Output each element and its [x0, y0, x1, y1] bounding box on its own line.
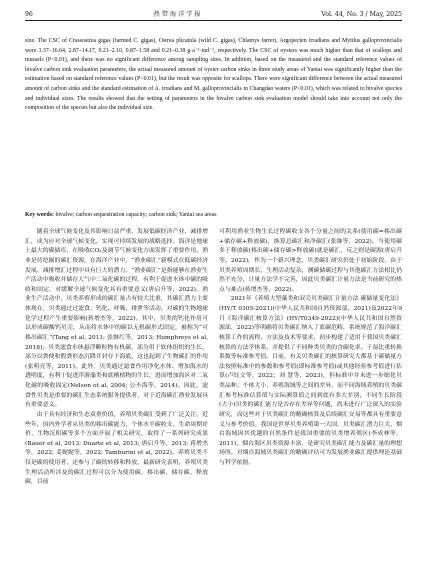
- running-header: [25, 8, 402, 19]
- body-paragraph: 2021年《养殖大型藻类和双壳贝类碳汇计量方法 碳储量变化法》(HY/T 0305-2021)(中华人民共和国自然资源部，2021)及2022年9月《海洋碳汇核算方法》(HY/T0349-2022)(中华人民共和国自然资源部，2022)等明确将贝类碳汇纳入了蓝碳范畴，系统规范了海洋碳汇核算工作的流程、方法及技术等要求，初步构建了适用于我国贝类碳汇核算的方法学体系，并提供了不同种类贝类的含碳化率、干湿比重转换系数等标准参考值。目前，有关贝类碳汇的核算研究大都基于碳储量方法按照标准中的参数和参考值(即标准参考值)或其他经验参考值进行估算(卢钰文等，2022；刘 慧等，2023)，但标准中并未进一步细化贝类品种、个体大小、养殖海域等之间的差异，而不同海域养殖的贝类碳汇参考标准估算值与实际测算值之间到底有多大差别，不同生长阶段(大小)贝类的碳汇能力是否存在差异等问题，尚未进行广泛深入的实验研究，而这些对于贝类碳汇的精确核算及后续碳汇交易等都具有重要意义与参考价值。我国是世界贝类养殖第一大国，贝类碳汇潜力巨大，烟台海域因其优越的自然条件是我国重要的贝类增养殖区(李成林等，2011)，烟台海区贝类资源丰富，是研究贝类碳汇能力及碳汇量的理想场所。对烟台海域贝类碳汇的精确评估可为发展渔业碳汇提供理论基础与科学依据。: [219, 296, 402, 466]
- body-paragraph: 随着全球气候变化及其影响日益严重，发展低碳经济产业，减排增汇，成为应对全球气候变化、实现可持续发展的战略选择。海洋是地球上最大的碳储库，在吸收CO₂及调节气候变化方面发挥了重要作用。渔业是待挖掘的碳汇资源，在海洋产业中，“渔业碳汇”新模式在低碳经济发展、减排增汇过程中具有巨大的潜力。“渔业碳汇”是指能够在渔业生产活动中吸收并储存大气中二氧化碳的过程，有利于促进水体中碳的吸收和固定，对缓解全球气候变化具有重要意义(唐启升等，2022)。渔业生产活动中，贝类养殖形成的碳汇量占有较大比重，其碳汇潜力主要体现在，贝类通过过滤食、钙化、呼吸、排泄等活动，对碳的生物地球化学过程产生重要影响(蒋增杰等，2022)。其中，贝类的钙化作用可以形成碳酸钙贝壳，从而将水体中的碳以无机碳形式固定，被称为“可移出碳汇”(Tang et al, 2011; 张继红等，2013; Humphreys et al, 2018)；贝类滤食水体悬浮颗粒物有机碳，部分用于软体组织的生长，部分以粪便和假粪形态沉降并封存于海底，这也起到了生物碳汇的作用(张明亮等，2011)。此外，贝类通过滤食作用净化水体、增加海水的透明度，有利于促进浮游藻类和底栖植物的生长，进而增加海区对二氧化碳的吸收固定(Nelson et al, 2004; 公丕海等，2014)。因此，滤食性贝类是重要的碳汇生态系统服务提供者，对于近海碳汇渔业发展具有重要意义。: [25, 229, 208, 409]
- volume-info: Vol. 44, No. 3 / May, 2025: [321, 11, 402, 18]
- left-column: [25, 228, 208, 488]
- keywords-text: bivalve; carbon sequestration capacity; carbon sink; Yantai sea areas: [53, 212, 217, 218]
- keywords-label: Key words:: [25, 212, 54, 218]
- abstract-paragraph: size. The CSC of Crassostrea gigas (farmed C. gigas), Ostrea plicatula (wild C. gigas), Chlamys farreri, Argopecten irradians and Mytilus galloprovincialis were 3.37–16.64, 2.87–14.17, 0.21–2.10, 0.87–1.58 and 0.21–0.38 g·a⁻¹·ind⁻¹, respectively. The CSC of oysters was much higher than that of scallops and mussels (P<0.01), and there was no significant difference among sampling sites. In addition, based on the measured and the standard reference values of bivalve carbon sink evaluation parameters, the actual measured amount of oyster carbon sinks in three study areas of Yantai was significantly higher than the estimation based on standard reference values (P<0.01), but the result was opposite for scallops. There were significant difference between the actual measured amount of carbon sinks and the standard estimation of A. irradians and M. galloprovincialis in Changdao waters (P<0.01), which was related to bivalve species and individual sizes. The results showed that the setting of parameters in the bivalve carbon sink evaluation model should take into account not only the composition of the species but also the individual size.: [25, 38, 402, 112]
- english-abstract: [25, 37, 402, 114]
- body-paragraph: 可利用渔业生物生长过程碳收支各个分量之间的关系(使用碳=移出碳+储存碳+释放碳)，换算总碳汇和净碳汇(张继等，2022)。当使用碳多于释放碳(移出碳+储存碳>释放碳)就是碳汇，反之则是碳源(唐启升等，2022)。作为一个新兴理念，贝类碳汇研究仍处于初始阶段，由于贝类养殖周期长，生理活动复杂，测碳储碳过程与其他碳汇方法相比仍然不充分，计量方法学不完善，因此贝类碳汇计量方法是当前研究的热点与难点(蒋增杰等，2022)。: [219, 229, 402, 293]
- header-rule: [25, 20, 402, 21]
- body-paragraph: 由于具有经济和生态双重价值，养殖贝类碳汇受到了广泛关注。近些年，国内外学者从贝类的移出碳能力、个体水平碳收支、生命周期评价、生物沉积碳等多个方面开展了相关研究，取得了一系列研究成果(Bauer et al, 2013; Duarte et al, 2013; 唐启升等，2013; 蒋增杰等，2022; 姜娓娓等，2022; Tamburini et al, 2022)。养殖贝类不仅是碳的使用者，还参与了碳的转移和释放，最新研究表明，养殖贝类生理活动所涉及的碳汇过程可以分为使用碳、移出碳、储存碳、释放碳，目前: [25, 411, 208, 486]
- page-number: 96: [25, 11, 33, 18]
- journal-title: 热 带 海 洋 学 报: [153, 11, 201, 18]
- right-column: [219, 228, 402, 469]
- keywords-line: [25, 211, 217, 221]
